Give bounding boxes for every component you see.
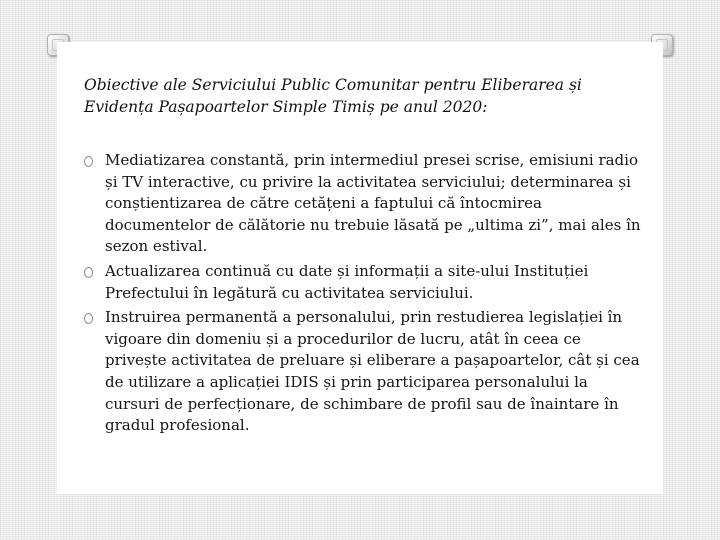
circle-bullet-icon [84, 156, 93, 167]
circle-bullet-icon [84, 313, 93, 324]
bullet-item [84, 307, 644, 437]
bullet-text: Mediatizarea constantă, prin intermediul presei scrise, emisiuni radio și TV interactive, cu privire la activitatea serviciului; determinarea și conștientizarea de către cetățeni a faptului că întocmirea documentelor de călătorie nu trebuie lăsată pe „ultima zi”, mai ales în sezon estival. [105, 151, 641, 256]
slide-title: Obiective ale Serviciului Public Comunitar pentru Eliberarea și Evidența Pașapoartelor Simple Timiș pe anul 2020: [84, 76, 582, 116]
bullet-list [84, 150, 644, 440]
bullet-item [84, 261, 644, 304]
bullet-text: Instruirea permanentă a personalului, prin restudierea legislației în vigoare din domeniu și a procedurilor de lucru, atât în ceea ce privește activitatea de preluare și eliberare a pașapoartelor, cât și cea de utilizare a aplicației IDIS și prin participarea personalului la cursuri de perfecționare, de schimbare de profil sau de înaintare în gradul profesional. [105, 308, 640, 435]
bullet-item [84, 150, 644, 258]
bullet-text: Actualizarea continuă cu date și informații a site-ului Instituției Prefectului în legătură cu activitatea serviciului. [105, 261, 589, 302]
circle-bullet-icon [84, 267, 93, 278]
